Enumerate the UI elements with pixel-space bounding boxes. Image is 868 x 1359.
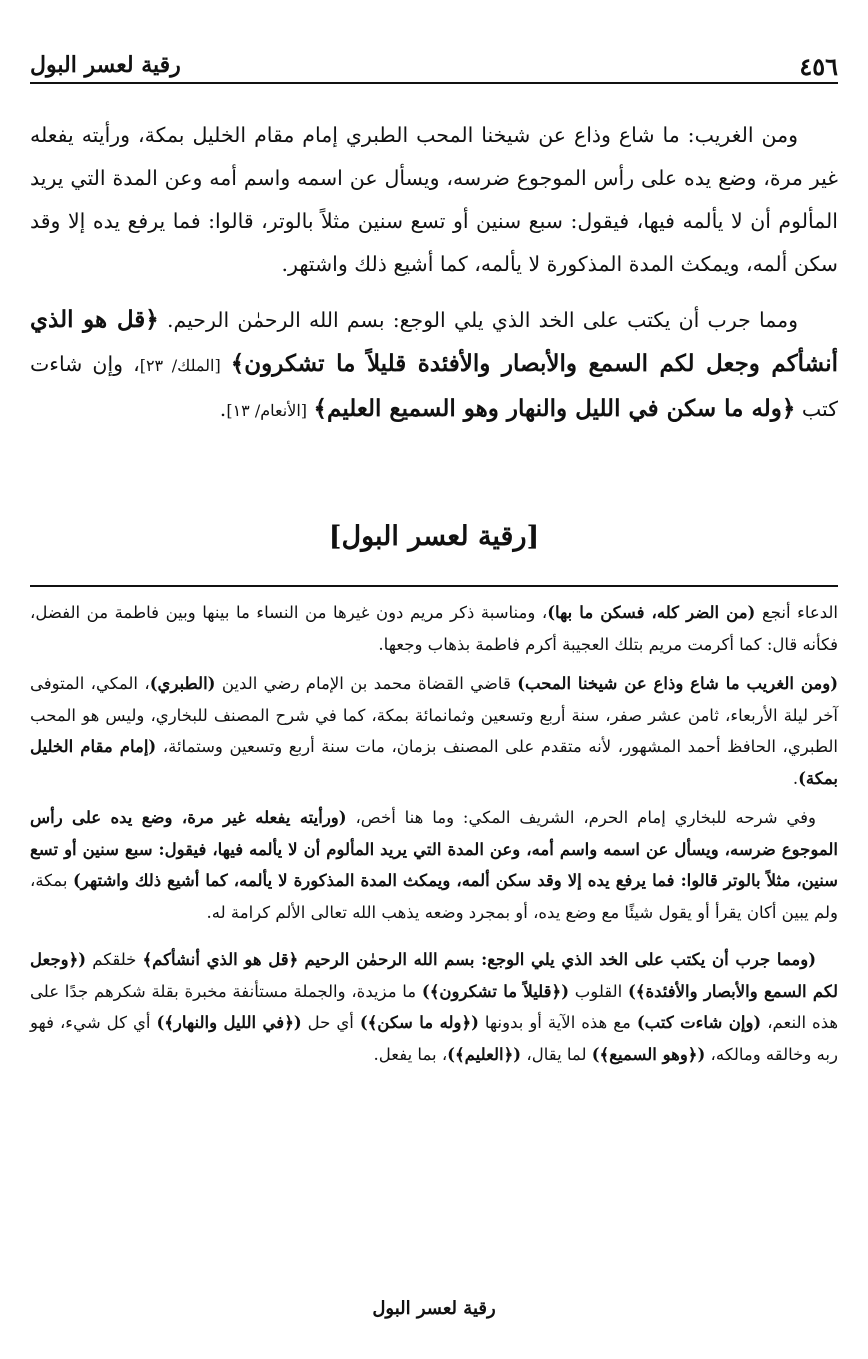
note-paragraph	[30, 668, 838, 794]
note-text: أي حل	[307, 1013, 354, 1032]
main-text-span: .	[219, 397, 227, 421]
note-quote: (﴿قليلاً ما تشكرون﴾)	[421, 981, 570, 1001]
note-quote: (ومما جرب أن يكتب على الخد الذي يلي الوجع: بسم الله الرحمٰن الرحيم	[304, 950, 816, 969]
note-quote: (من الضر كله، فسكن ما بها)	[547, 603, 756, 622]
note-text: لما يقال،	[526, 1044, 587, 1064]
note-text: بمكة، ولم يبين أكان يقرأ أو يقول شيئًا مع وضع يده، أو بمجرد وضعه يذهب الله تعالى الألم كرامة له.	[30, 871, 838, 922]
note-text: ما مزيدة، والجملة مستأنفة مخبرة بقلة شكرهم جدًا على هذه النعم،	[30, 981, 839, 1032]
note-text: مع هذه الآية أو بدونها	[484, 1013, 631, 1032]
note-text: ، ومناسبة ذكر مريم دون غيرها من النساء ما بينها وبين فاطمة من الفضل، فكأنه قال: كما أكرمت مريم بتلك العجيبة أكرم فاطمة بذهاب وجعها.	[30, 603, 838, 654]
note-paragraph	[30, 802, 838, 928]
note-text: قاضي القضاة محمد بن الإمام رضي الدين	[221, 674, 511, 693]
note-text: خلقكم	[92, 950, 137, 969]
main-text-span: ومما جرب أن يكتب على الخد الذي يلي الوجع: بسم الله الرحمٰن الرحيم.	[166, 308, 798, 332]
note-quote: (﴿في الليل والنهار﴾)	[156, 1013, 302, 1032]
header-rule	[30, 82, 838, 84]
main-text-span: ، وإن شاءت كتب	[30, 352, 838, 421]
note-text: الدعاء أنجع	[761, 603, 839, 622]
next-section-title: رقية لعسر البول	[372, 1298, 496, 1319]
note-paragraph	[30, 944, 838, 1070]
note-text: وفي شرحه للبخاري إمام الحرم، الشريف المكي: وما هنا أخص،	[355, 808, 817, 827]
main-paragraph: ومن الغريب: ما شاع وذاع عن شيخنا المحب الطبري إمام مقام الخليل بمكة، ورأيته يفعله غير مرة، وضع يده على رأس الموجوع ضرسه، ويسأل عن اسمه واسم أمه وعن المدة التي يريد المألوم أن لا يألمه فيها، فيقول: سبع سنين أو تسع سنين مثلاً بالوتر، قالوا: فما يرفع يده إلا وقد سكن ألمه، ويمكث المدة المذكورة لا يألمه، كما أشيع ذلك واشتهر.	[30, 123, 838, 276]
commentary	[30, 597, 838, 1078]
note-quote: ﴿قل هو الذي أنشأكم﴾	[142, 950, 299, 969]
quran-verse: ﴿وله ما سكن في الليل والنهار وهو السميع العليم﴾	[313, 395, 796, 422]
quran-verse: ﴿قل هو الذي أنشأكم وجعل لكم السمع والأبصار والأفئدة قليلاً ما تشكرون﴾	[30, 306, 838, 377]
note-quote: (﴿وله ما سكن﴾)	[359, 1013, 479, 1032]
note-text: ، المكي، المتوفى آخر ليلة الأربعاء، ثامن عشر صفر، سنة أربع وتسعين وثمانمائة بمكة، كما في شرح المصنف للبخاري، وليس هو المحب الطبري، الحافظ أحمد المشهور، لأنه متقدم على المصنف بزمان، مات سنة أربع وتسعين وستمائة،	[30, 674, 838, 756]
note-quote: (الطبري)	[149, 674, 216, 693]
note-quote: (ومن الغريب ما شاع وذاع عن شيخنا المحب)	[517, 674, 839, 693]
verse-reference: [الملك/ ٢٣]	[139, 356, 221, 375]
note-text: أي كل شيء، فهو ربه وخالقه ومالكه،	[30, 1013, 838, 1064]
section-title: [رقية لعسر البول]	[328, 521, 540, 552]
note-quote: (ورأيته يفعله غير مرة، وضع يده على رأس الموجوع ضرسه، ويسأل عن اسمه واسم أمه، وعن المدة التي يريد المألوم أن لا يألمه فيها، فيقول: سبع سنين أو تسع سنين، مثلاً بالوتر قالوا: فما يرفع يده إلا وقد سكن ألمه، ويمكث المدة المذكورة لا يألمه، كما أشيع ذلك واشتهر)	[30, 808, 838, 890]
main-text	[30, 114, 838, 444]
page-number: ٤٥٦	[799, 52, 838, 81]
note-quote: (وإن شاءت كتب)	[636, 1013, 762, 1032]
note-quote: (﴿وجعل لكم السمع والأبصار والأفئدة﴾)	[30, 950, 838, 1001]
running-title: رقية لعسر البول	[30, 52, 181, 78]
note-paragraph	[30, 597, 838, 660]
note-text: ، بما يفعل.	[373, 1044, 448, 1064]
note-text: القلوب	[574, 981, 623, 1001]
note-quote: (﴿العليم﴾)	[447, 1044, 522, 1064]
note-quote: (إمام مقام الخليل بمكة)	[30, 737, 838, 788]
note-quote: (﴿وهو السميع﴾)	[591, 1044, 706, 1064]
page-header	[30, 52, 838, 82]
main-paragraph	[30, 298, 838, 432]
note-text: .	[792, 768, 799, 788]
verse-reference: [الأنعام/ ١٣]	[226, 401, 308, 420]
footnote-rule	[30, 585, 838, 587]
